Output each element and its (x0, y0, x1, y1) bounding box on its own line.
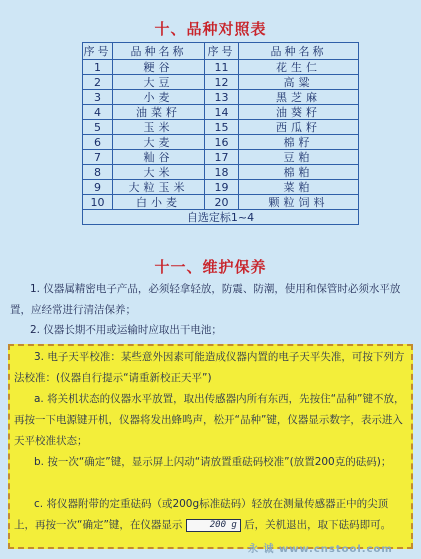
row-index: 15 (205, 120, 239, 135)
variety-table (82, 42, 359, 225)
table-row (83, 105, 359, 120)
row-variety-name: 大米 (113, 165, 205, 180)
row-variety-name: 颗粒饲料 (239, 195, 359, 210)
row-variety-name: 高粱 (239, 75, 359, 90)
row-variety-name: 油菜籽 (113, 105, 205, 120)
row-variety-name: 菜粕 (239, 180, 359, 195)
row-variety-name: 棉粕 (239, 165, 359, 180)
row-index: 10 (83, 195, 113, 210)
step-c-text-after: 后，关机退出，取下砝码即可。 (244, 519, 392, 531)
table-row (83, 180, 359, 195)
header-variety-name: 品种名称 (239, 43, 359, 60)
custom-calibration-note: 自选定标1~4 (83, 210, 359, 225)
calibration-step-a: a. 将关机状态的仪器水平放置，取出传感器内所有东西，先按住“品种”键不放，再按一下电源键开机，仪器将发出蜂鸣声，松开“品种”键，仪器显示数字，表示进入天平校准状态； (14, 393, 405, 447)
row-index: 16 (205, 135, 239, 150)
row-index: 5 (83, 120, 113, 135)
calibration-step-b: b. 按一次“确定”键，显示屏上闪动“请放置重砝码校准”(放置200克的砝码)； (34, 456, 392, 468)
maintenance-item-2: 2. 仪器长期不用或运输时应取出干电池； (30, 324, 222, 336)
row-index: 13 (205, 90, 239, 105)
table-row (83, 195, 359, 210)
table-row (83, 60, 359, 75)
row-variety-name: 花生仁 (239, 60, 359, 75)
calibration-step-c (14, 494, 407, 536)
table-row (83, 150, 359, 165)
row-index: 14 (205, 105, 239, 120)
header-index: 序号 (83, 44, 112, 58)
row-index: 20 (205, 195, 239, 210)
site-watermark: 永 诚 www.cnstool.com (248, 544, 393, 555)
row-variety-name: 大豆 (113, 75, 205, 90)
row-variety-name: 黑芝麻 (239, 90, 359, 105)
table-header-row (83, 43, 359, 60)
row-index: 11 (205, 60, 239, 75)
step-c-text-before: c. 将仪器附带的定重砝码（或200g标准砝码）轻放在测量传感器正中的尖顶上，再按一次“确定”键，在仪器显示 (14, 498, 389, 531)
table-body (83, 60, 359, 210)
table-row (83, 165, 359, 180)
table-row (83, 90, 359, 105)
row-index: 3 (83, 90, 113, 105)
row-variety-name: 大麦 (113, 135, 205, 150)
row-index: 6 (83, 135, 113, 150)
row-variety-name: 玉米 (113, 120, 205, 135)
row-variety-name: 棉籽 (239, 135, 359, 150)
row-index: 18 (205, 165, 239, 180)
row-index: 17 (205, 150, 239, 165)
header-variety-name: 品种名称 (113, 43, 205, 60)
row-index: 1 (83, 60, 113, 75)
maintenance-item-1: 1. 仪器属精密电子产品，必须轻拿轻放，防震、防潮，使用和保管时必须水平放置，应经常进行清洁保养； (10, 283, 401, 316)
table-row (83, 135, 359, 150)
table-footer-row (83, 210, 359, 225)
row-index: 12 (205, 75, 239, 90)
row-index: 8 (83, 165, 113, 180)
row-variety-name: 豆粕 (239, 150, 359, 165)
section-title-maintenance: 十一、维护保养 (154, 258, 267, 276)
row-index: 2 (83, 75, 113, 90)
row-variety-name: 大粒玉米 (113, 180, 205, 195)
row-variety-name: 白小麦 (113, 195, 205, 210)
row-variety-name: 粳谷 (113, 60, 205, 75)
header-index: 序号 (205, 43, 239, 60)
row-variety-name: 西瓜籽 (239, 120, 359, 135)
row-index: 7 (83, 150, 113, 165)
row-variety-name: 籼谷 (113, 150, 205, 165)
table-row (83, 120, 359, 135)
table-row (83, 75, 359, 90)
row-index: 19 (205, 180, 239, 195)
display-readout: 200 g (186, 519, 241, 532)
row-variety-name: 小麦 (113, 90, 205, 105)
row-index: 9 (83, 180, 113, 195)
section-title-variety-table: 十、品种对照表 (154, 20, 267, 38)
row-index: 4 (83, 105, 113, 120)
calibration-intro: 3. 电子天平校准：某些意外因素可能造成仪器内置的电子天平失准，可按下列方法校准：(仪器自行提示“请重新校正天平”) (14, 351, 405, 384)
row-variety-name: 油葵籽 (239, 105, 359, 120)
